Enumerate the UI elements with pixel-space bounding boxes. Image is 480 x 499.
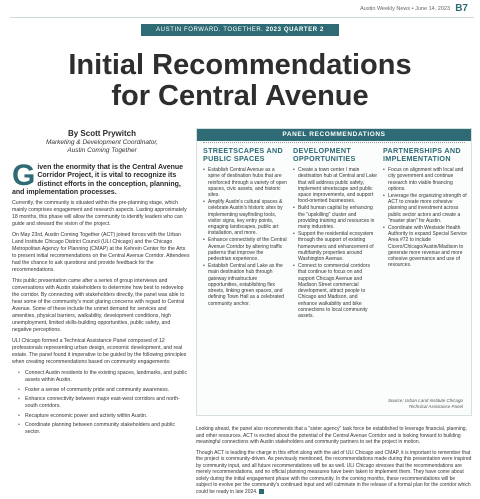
closing-paragraph: Looking ahead, the panel also recommends that a "sister agency" task force be established to leverage financial, planning, and other resources. ACT is excited about the potential of the Central Avenue Corridor and is looking forward to building meaningful connections with Austin stakeholders and community partners to set the project in motion. xyxy=(196,426,467,445)
closing-paragraph xyxy=(196,450,472,496)
author-role-1: Marketing & Development Coordinator, xyxy=(45,139,158,146)
article-body xyxy=(12,159,190,439)
end-mark-icon xyxy=(259,489,264,494)
column-title-line: PARTNERSHIPS AND xyxy=(383,146,461,155)
column-title xyxy=(293,147,377,163)
list-item: • Establish Central and Lake as the main destination hub through gateway infrastructure opportunities, establishing flex streets, linking green spaces, and defining Town Hall as a celebrated community anchor. xyxy=(203,263,287,307)
column-title-line: OPPORTUNITIES xyxy=(293,154,356,163)
panel-column-streetscapes xyxy=(203,147,287,308)
lead-text: iven the enormity that is the Central Avenue Corridor Project, it is vital to recognize its distinct efforts in the conception, planning, and implementation processes. xyxy=(12,164,184,196)
title-line-1: Initial Recommendations xyxy=(68,49,412,81)
byline xyxy=(12,128,192,155)
author-role-2: Austin Coming Together xyxy=(67,147,137,154)
column-title-line: IMPLEMENTATION xyxy=(383,154,451,163)
closing-text xyxy=(196,426,472,499)
list-item: • Build human capital by enhancing the "upskilling" cluster and providing training and resources in many industries. xyxy=(293,205,377,230)
column-title-line: PUBLIC SPACES xyxy=(203,154,265,163)
article-title xyxy=(0,50,480,112)
column-title-line: STREETSCAPES AND xyxy=(203,146,284,155)
recommendations-panel xyxy=(196,128,472,416)
list-item: • Focus on alignment with local and city government and continue research into viable financing options. xyxy=(383,167,467,192)
body-paragraph: This public presentation came after a series of group interviews and conversations with Austin stakeholders to determine how best to redevelop the corridor. By connecting with stakeholders directly, the panel was able to hear some of the community's most glaring concerns with regard to Central Avenue. Some of these include the unmet demand for services and amenities, physical barriers, walkability, development conditions, high unemployment, limited skills-building opportunities, public safety, and negative perceptions. xyxy=(12,278,185,334)
body-paragraph: On May 23rd, Austin Coming Together (ACT) joined forces with the Urban Land Institute Chicago District Council (ULI Chicago) and the Chicago Metropolitan Agency for Planning (CMAP) at the Kehrein Center for the Arts to present initial recommendations on the Central Avenue Corridor. Attendees had the chance to ask questions and provide feedback for the recommendations. xyxy=(12,232,190,274)
list-item: • Connect Austin residents to the existing spaces, landmarks, and public assets within Austin. xyxy=(18,370,190,384)
list-item: • Enhance connectivity of the Central Avenue Corridor by altering traffic patterns that improve the pedestrian experience. xyxy=(203,237,287,262)
lead-paragraph xyxy=(12,159,190,197)
section-banner xyxy=(141,24,339,36)
recommendation-list xyxy=(293,167,377,320)
banner-text: AUSTIN FORWARD. TOGETHER. xyxy=(156,27,264,33)
list-item: • Recapture economic power and activity within Austin. xyxy=(18,413,190,420)
list-item: • Support the residential ecosystem through the support of existing homeowners and enhancement of multifamily properties around Washington Avenue. xyxy=(293,231,377,262)
column-title-line: DEVELOPMENT xyxy=(293,146,352,155)
page-number: B7 xyxy=(455,3,468,14)
list-item: • Establish Central Avenue as a spine of destination hubs that are reinforced through a variety of open spaces, civic assets, and historic sites. xyxy=(203,167,287,198)
principles-list xyxy=(18,370,190,436)
panel-heading: PANEL RECOMMENDATIONS xyxy=(197,129,471,141)
column-title xyxy=(383,147,467,163)
list-item: • Create a town center / main destination hub at Central and Lake that will address public safety, implement streetscape and public space improvements, and support food-oriented businesses. xyxy=(293,167,377,205)
panel-source xyxy=(353,398,463,409)
list-item: • Amplify Austin's cultural spaces & celebrate Austin's historic sites by implementing wayfinding tools, visitor signs, key entry points, engaging landscapes, public art installation, and more. xyxy=(203,199,287,237)
source-line: Source: Urban Land Institute Chicago xyxy=(387,398,463,403)
panel-column-partnerships xyxy=(383,147,467,269)
column-title xyxy=(203,147,287,163)
drop-cap: G xyxy=(12,159,36,192)
banner-quarter: 2023 QUARTER 2 xyxy=(265,27,324,33)
title-line-2: for Central Avenue xyxy=(111,80,369,112)
list-item: • Leverage the organizing strength of ACT to create more cohesive planning and investment across public sector actors and create a "master plan" for Austin. xyxy=(383,193,467,224)
recommendation-list xyxy=(203,167,287,307)
list-item: • Coordinate with Westside Health Authority to expand Special Service Area #72 to include Cicero/Chicago/Austin/Madison to generate more revenue and more cohesive governance and use of resources. xyxy=(383,225,467,269)
publication-info: Austin Weekly News • June 14, 2023 xyxy=(360,6,450,12)
body-paragraph: ULI Chicago formed a Technical Assistance Panel composed of 12 professionals representing urban design, economic development, and real estate. The panel found it imperative to be guided by the following principles when creating recommendations based on community engagements: xyxy=(12,338,187,366)
panel-column-development xyxy=(293,147,377,320)
panel-divider xyxy=(203,142,465,143)
header-rule xyxy=(10,17,474,18)
closing-paragraph-text: Though ACT is leading the charge in this effort along with the aid of ULI Chicago and CMAP, it is important to remember that the project is community-driven. As previously mentioned, the recommendations made during this presentation were inspired by community input, and all future recommendations will be as well. ULI Chicago stresses that the recommendations are merely recommendations, and no official planning measures have been taken to implement them. They have come about solely during the initial engagement phase with the community. In the coming months, these recommendations will be subject to evolve per the community's continued input and will culminate in the release of a formal plan for the corridor which could be ready in late 2024. xyxy=(196,449,472,495)
list-item: • Enhance connectivity between major east-west corridors and north-south corridors. xyxy=(18,396,190,410)
recommendation-list xyxy=(383,167,467,269)
list-item: • Coordinate planning between community stakeholders and public sector. xyxy=(18,422,190,436)
source-line: Technical Assistance Panel xyxy=(408,403,463,409)
list-item: • Connect to commercial corridors that continue to focus on and support Chicago Avenue and Madison Street commercial development, attract people to Chicago and Madison, and enhance walkability and bike connections to local community assets. xyxy=(293,263,377,320)
body-paragraph: Currently, the community is situated within the pre-planning stage, which mainly comprises engagement and research aspects. Lasting approximately 18 months, this phase will allow the community to identify leaders who can guide and steward the vision of the project. xyxy=(12,200,187,228)
author-name: By Scott Prywitch xyxy=(67,129,136,138)
list-item: • Foster a sense of community pride and community awareness. xyxy=(18,387,190,394)
